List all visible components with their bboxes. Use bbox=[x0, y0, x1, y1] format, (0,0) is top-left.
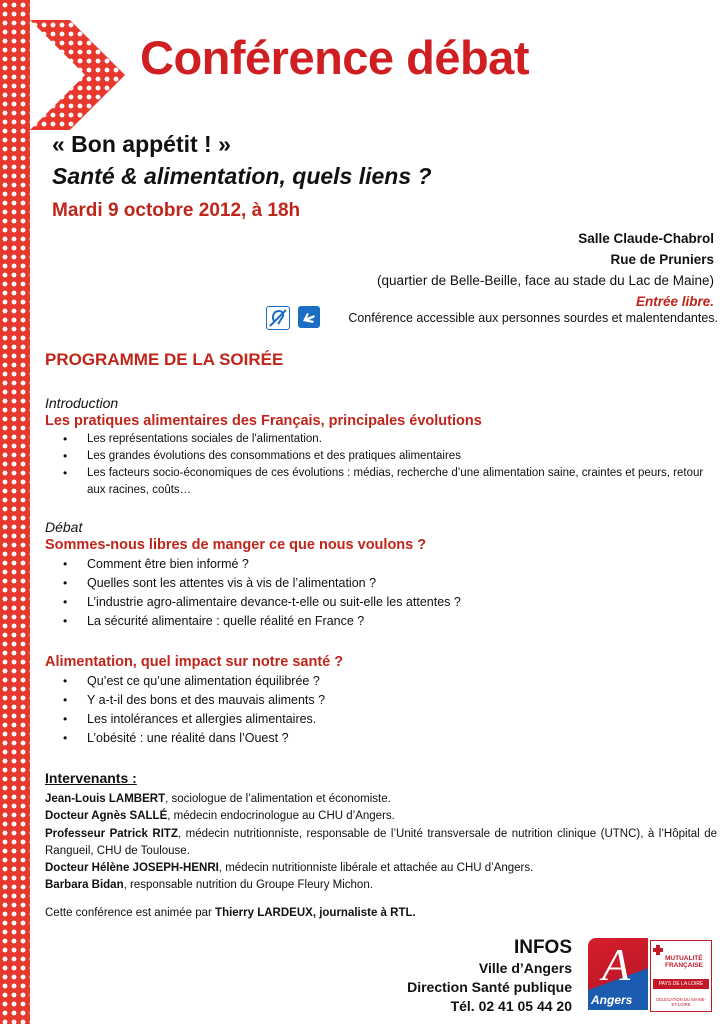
speaker-name: Barbara Bidan bbox=[45, 879, 124, 892]
venue-street: Rue de Pruniers bbox=[610, 252, 714, 267]
decorative-chevron bbox=[30, 20, 125, 130]
accessibility-text: Conférence accessible aux personnes sourdes et malentendantes. bbox=[348, 311, 718, 325]
speaker-entry bbox=[45, 808, 717, 825]
page-title: Conférence débat bbox=[140, 31, 529, 84]
list-item: • Les grandes évolutions des consommations et des pratiques alimentaires bbox=[45, 448, 715, 465]
mutualite-sub: DÉLÉGATION DU MAINE-ET-LOIRE bbox=[656, 997, 706, 1007]
infos-city: Ville d’Angers bbox=[478, 960, 572, 976]
mutualite-cross-icon bbox=[653, 945, 663, 955]
speaker-name: Professeur Patrick RITZ bbox=[45, 827, 178, 840]
speaker-name: Docteur Hélène JOSEPH-HENRI bbox=[45, 862, 219, 875]
angers-logo-text: Angers bbox=[591, 993, 633, 1007]
infos-block bbox=[407, 937, 572, 1016]
speaker-name: Jean-Louis LAMBERT bbox=[45, 793, 166, 806]
hearing-loop-icon bbox=[266, 306, 290, 330]
mutualite-region: PAYS DE LA LOIRE bbox=[653, 979, 709, 989]
mutualite-line1: MUTUALITÉ bbox=[665, 955, 703, 962]
debate-label: Débat bbox=[45, 519, 83, 535]
intro-list bbox=[45, 431, 715, 499]
speaker-desc: , responsable nutrition du Groupe Fleury Michon. bbox=[123, 879, 373, 892]
moderator-text: Cette conférence est animée par bbox=[45, 907, 216, 919]
speaker-entry bbox=[45, 860, 717, 877]
health-list bbox=[45, 672, 715, 748]
speaker-desc: , médecin endocrinologue au CHU d’Angers. bbox=[167, 810, 395, 823]
speaker-entry bbox=[45, 826, 717, 860]
list-item: • Quelles sont les attentes vis à vis de l’alimentation ? bbox=[45, 574, 715, 593]
speaker-entry bbox=[45, 877, 717, 894]
mutualite-logo bbox=[650, 940, 712, 1012]
entry-free: Entrée libre. bbox=[635, 294, 714, 309]
debate-list bbox=[45, 555, 715, 631]
speaker-desc: , sociologue de l’alimentation et économiste. bbox=[165, 793, 391, 806]
list-item: • L’industrie agro-alimentaire devance-t-elle ou suit-elle les attentes ? bbox=[45, 593, 715, 612]
list-item: • La sécurité alimentaire : quelle réalité en France ? bbox=[45, 612, 715, 631]
angers-logo: A Angers bbox=[588, 938, 648, 1010]
health-section bbox=[45, 652, 715, 748]
list-item: • Les intolérances et allergies alimentaires. bbox=[45, 710, 715, 729]
speakers-heading: Intervenants : bbox=[45, 770, 137, 786]
intro-heading: Les pratiques alimentaires des Français, principales évolutions bbox=[45, 413, 482, 429]
moderator-line bbox=[45, 907, 416, 919]
list-item: • Qu’est ce qu’une alimentation équilibrée ? bbox=[45, 672, 715, 691]
speaker-desc: , médecin nutritionniste libérale et attachée au CHU d’Angers. bbox=[218, 862, 534, 875]
programme-title: PROGRAMME DE LA SOIRÉE bbox=[45, 350, 284, 369]
infos-heading: INFOS bbox=[513, 937, 572, 958]
list-item: • Comment être bien informé ? bbox=[45, 555, 715, 574]
subtitle-theme: Santé & alimentation, quels liens ? bbox=[52, 163, 432, 189]
infos-phone: Tél. 02 41 05 44 20 bbox=[450, 998, 572, 1014]
intro-label: Introduction bbox=[45, 395, 119, 411]
list-item: • Y a-t-il des bons et des mauvais aliments ? bbox=[45, 691, 715, 710]
venue-area: (quartier de Belle-Beille, face au stade du Lac de Maine) bbox=[377, 273, 714, 288]
venue-block bbox=[377, 228, 714, 312]
moderator-name: Thierry LARDEUX, journaliste à RTL. bbox=[215, 907, 416, 919]
speaker-name: Docteur Agnès SALLÉ bbox=[45, 810, 168, 823]
subtitle-quote: « Bon appétit ! » bbox=[52, 131, 231, 157]
list-item: • Les facteurs socio-économiques de ces évolutions : médias, recherche d’une alimentation saine, craintes et peurs, retour aux racines, coûts… bbox=[45, 465, 715, 499]
decorative-dot-strip bbox=[0, 0, 30, 1024]
sign-language-icon bbox=[298, 306, 320, 328]
list-item: • L’obésité : une réalité dans l’Ouest ? bbox=[45, 729, 715, 748]
event-date: Mardi 9 octobre 2012, à 18h bbox=[52, 200, 301, 221]
speaker-entry bbox=[45, 791, 717, 808]
speaker-desc: , médecin nutritionniste, responsable de l’Unité transversale de nutrition clinique (UTNC), à l’Hôpital de Rangueil, CHU de Toulouse. bbox=[45, 827, 717, 857]
venue-name: Salle Claude-Chabrol bbox=[578, 231, 714, 246]
debate-section bbox=[45, 519, 715, 631]
accessibility-row bbox=[266, 306, 718, 330]
health-heading: Alimentation, quel impact sur notre santé ? bbox=[45, 654, 344, 670]
mutualite-line2: FRANÇAISE bbox=[665, 962, 703, 969]
debate-heading: Sommes-nous libres de manger ce que nous voulons ? bbox=[45, 537, 427, 553]
list-item: • Les représentations sociales de l'alimentation. bbox=[45, 431, 715, 448]
speakers-block bbox=[45, 770, 717, 894]
intro-section bbox=[45, 395, 715, 499]
infos-department: Direction Santé publique bbox=[407, 979, 572, 995]
